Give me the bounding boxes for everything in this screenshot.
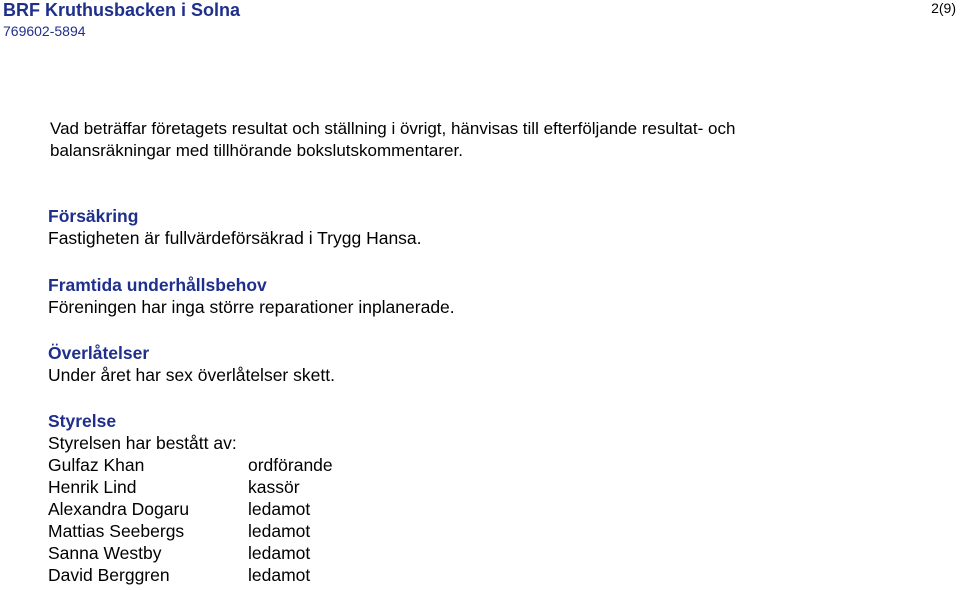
maintenance-section xyxy=(48,274,455,318)
member-role: ledamot xyxy=(248,499,311,519)
member-role: ledamot xyxy=(248,565,311,585)
page-number: 2(9) xyxy=(931,0,956,16)
board-members-list xyxy=(48,454,333,586)
section-text: Fastigheten är fullvärdeförsäkrad i Trygg Hansa. xyxy=(48,228,422,248)
transfers-section xyxy=(48,342,335,386)
intro-paragraph xyxy=(50,118,890,162)
member-name: Sanna Westby xyxy=(48,543,162,563)
member-name: David Berggren xyxy=(48,565,170,585)
board-intro: Styrelsen har bestått av: xyxy=(48,433,237,453)
member-name: Mattias Seebergs xyxy=(48,521,185,541)
organization-number: 769602-5894 xyxy=(3,23,86,39)
member-role: ordförande xyxy=(248,455,333,475)
section-title: Styrelse xyxy=(48,411,117,431)
section-text: Föreningen har inga större reparationer inplanerade. xyxy=(48,297,455,317)
board-member-row xyxy=(48,564,333,586)
board-member-row xyxy=(48,498,333,520)
member-role: ledamot xyxy=(248,543,311,563)
member-role: ledamot xyxy=(248,521,311,541)
intro-line: Vad beträffar företagets resultat och ställning i övrigt, hänvisas till efterföljande resultat- och xyxy=(50,119,736,138)
section-title: Försäkring xyxy=(48,206,139,226)
section-text: Under året har sex överlåtelser skett. xyxy=(48,365,335,385)
board-member-row xyxy=(48,476,333,498)
intro-line: balansräkningar med tillhörande bokslutskommentarer. xyxy=(50,141,463,160)
organization-name: BRF Kruthusbacken i Solna xyxy=(3,0,241,20)
section-title: Överlåtelser xyxy=(48,343,150,363)
member-name: Henrik Lind xyxy=(48,477,137,497)
section-title: Framtida underhållsbehov xyxy=(48,275,267,295)
member-name: Gulfaz Khan xyxy=(48,455,145,475)
member-name: Alexandra Dogaru xyxy=(48,499,190,519)
board-section xyxy=(48,410,333,586)
insurance-section xyxy=(48,205,422,249)
board-member-row xyxy=(48,454,333,476)
board-member-row xyxy=(48,542,333,564)
board-member-row xyxy=(48,520,333,542)
member-role: kassör xyxy=(248,477,300,497)
